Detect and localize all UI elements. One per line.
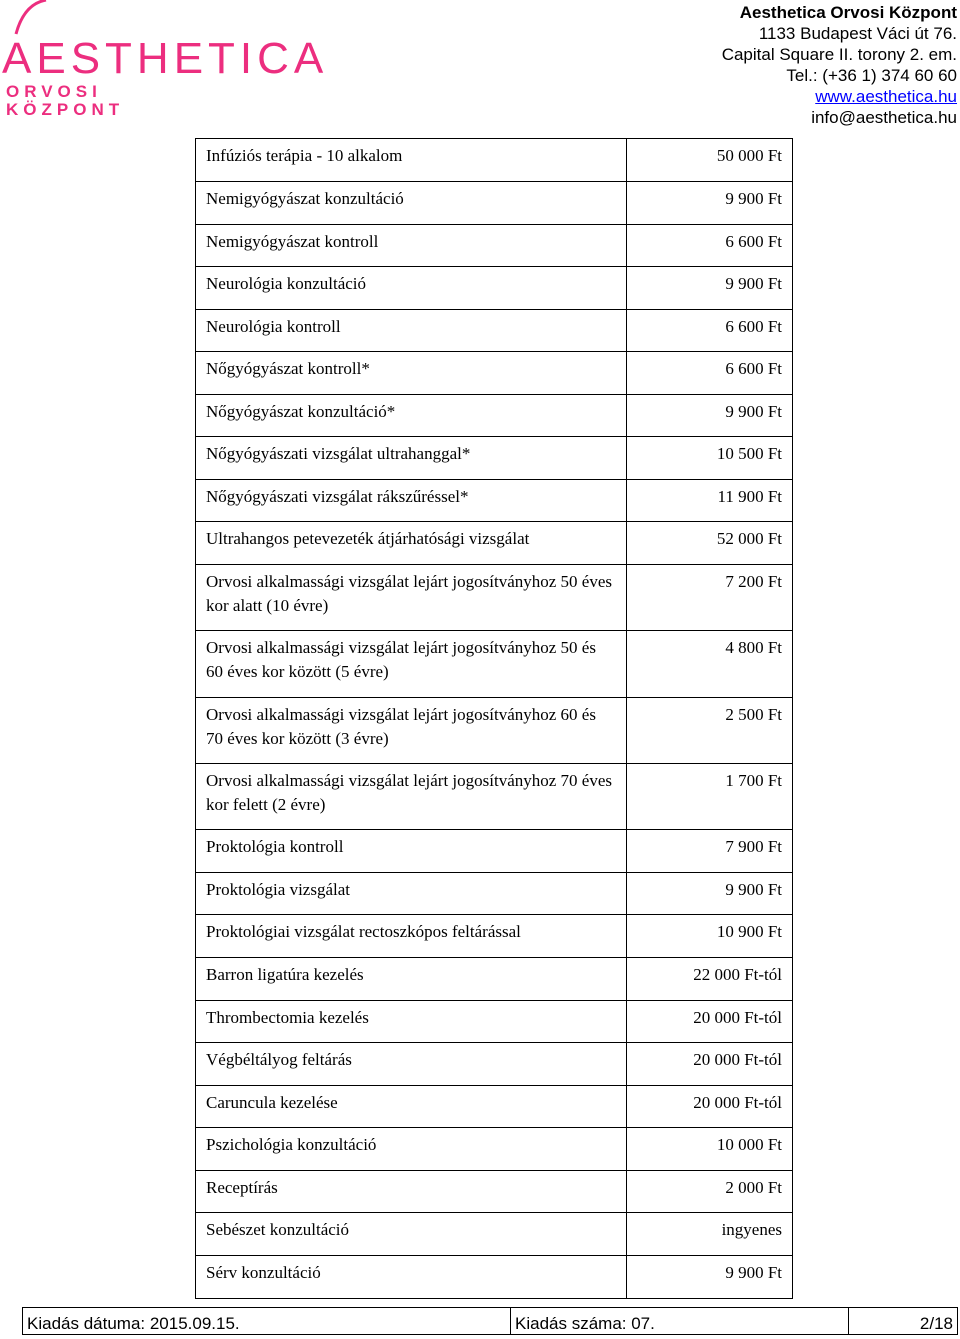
service-price: 20 000 Ft-tól <box>627 1086 793 1128</box>
page-number: 2/18 <box>919 1314 953 1333</box>
service-price: 6 600 Ft <box>627 225 793 267</box>
service-price: 6 600 Ft <box>627 310 793 352</box>
service-name: Nemigyógyászat kontroll <box>196 225 627 267</box>
service-price: 10 900 Ft <box>627 915 793 958</box>
logo-line-orvosi: ORVOSI <box>6 82 102 101</box>
aesthetica-logo <box>2 4 329 122</box>
phone-number: Tel.: (+36 1) 374 60 60 <box>786 66 957 85</box>
table-row <box>196 1128 793 1171</box>
service-price: 20 000 Ft-tól <box>627 1001 793 1043</box>
service-name: Proktológia vizsgálat <box>196 873 627 915</box>
service-name: Pszichológia konzultáció <box>196 1128 627 1171</box>
table-row <box>196 1171 793 1213</box>
service-name: Infúziós terápia - 10 alkalom <box>196 139 627 182</box>
service-name: Neurológia konzultáció <box>196 267 627 310</box>
service-name: Nőgyógyászati vizsgálat ultrahanggal* <box>196 437 627 480</box>
service-price: 9 900 Ft <box>627 182 793 225</box>
table-row <box>196 830 793 873</box>
table-row <box>196 480 793 522</box>
service-price: 50 000 Ft <box>627 139 793 182</box>
service-name: Proktológiai vizsgálat rectoszkópos feltárással <box>196 915 627 958</box>
table-row <box>196 873 793 915</box>
street-address: 1133 Budapest Váci út 76. <box>758 24 957 43</box>
service-price: 4 800 Ft <box>627 631 793 698</box>
service-price: 9 900 Ft <box>627 395 793 437</box>
service-name: Orvosi alkalmassági vizsgálat lejárt jogosítványhoz 60 és 70 éves kor között (3 évre) <box>196 698 627 764</box>
table-row <box>196 915 793 958</box>
table-row <box>196 267 793 310</box>
table-row <box>196 631 793 698</box>
service-name: Nőgyógyászat konzultáció* <box>196 395 627 437</box>
website-link[interactable]: www.aesthetica.hu <box>815 87 957 106</box>
table-row <box>196 1213 793 1256</box>
service-price: 6 600 Ft <box>627 352 793 395</box>
logo-wordmark: AESTHETICA <box>2 34 329 83</box>
service-price: 9 900 Ft <box>627 873 793 915</box>
page-footer <box>22 1307 958 1335</box>
service-name: Nemigyógyászat konzultáció <box>196 182 627 225</box>
table-row <box>196 522 793 565</box>
logo-arc-icon <box>12 0 52 38</box>
service-price: 9 900 Ft <box>627 267 793 310</box>
table-row <box>196 1256 793 1299</box>
email-address: info@aesthetica.hu <box>811 108 957 127</box>
service-name: Végbéltályog feltárás <box>196 1043 627 1086</box>
service-name: Sérv konzultáció <box>196 1256 627 1299</box>
service-name: Nőgyógyászat kontroll* <box>196 352 627 395</box>
price-table <box>195 138 793 1299</box>
table-row <box>196 437 793 480</box>
service-name: Proktológia kontroll <box>196 830 627 873</box>
service-price: 1 700 Ft <box>627 764 793 830</box>
table-row <box>196 182 793 225</box>
service-price: 7 900 Ft <box>627 830 793 873</box>
table-row <box>196 565 793 631</box>
service-name: Barron ligatúra kezelés <box>196 958 627 1001</box>
service-price: ingyenes <box>627 1213 793 1256</box>
table-row <box>196 352 793 395</box>
service-price: 2 500 Ft <box>627 698 793 764</box>
table-row <box>196 698 793 764</box>
service-price: 7 200 Ft <box>627 565 793 631</box>
service-name: Receptírás <box>196 1171 627 1213</box>
service-price: 20 000 Ft-tól <box>627 1043 793 1086</box>
service-name: Orvosi alkalmassági vizsgálat lejárt jogosítványhoz 70 éves kor felett (2 évre) <box>196 764 627 830</box>
service-price: 10 000 Ft <box>627 1128 793 1171</box>
table-row <box>196 764 793 830</box>
issue-number: Kiadás száma: 07. <box>511 1308 849 1334</box>
issue-date: Kiadás dátuma: 2015.09.15. <box>23 1308 511 1334</box>
service-price: 22 000 Ft-tól <box>627 958 793 1001</box>
table-row <box>196 139 793 182</box>
table-row <box>196 1043 793 1086</box>
table-row <box>196 958 793 1001</box>
clinic-name: Aesthetica Orvosi Központ <box>739 3 957 22</box>
service-name: Neurológia kontroll <box>196 310 627 352</box>
service-name: Caruncula kezelése <box>196 1086 627 1128</box>
service-price: 2 000 Ft <box>627 1171 793 1213</box>
service-price: 10 500 Ft <box>627 437 793 480</box>
service-price: 11 900 Ft <box>627 480 793 522</box>
service-name: Ultrahangos petevezeték átjárhatósági vizsgálat <box>196 522 627 565</box>
logo-line-kozpont: KÖZPONT <box>6 100 125 119</box>
table-row <box>196 1086 793 1128</box>
table-row <box>196 1001 793 1043</box>
table-row <box>196 395 793 437</box>
contact-block <box>722 2 957 128</box>
table-row <box>196 225 793 267</box>
service-name: Orvosi alkalmassági vizsgálat lejárt jogosítványhoz 50 éves kor alatt (10 évre) <box>196 565 627 631</box>
service-price: 52 000 Ft <box>627 522 793 565</box>
service-name: Nőgyógyászati vizsgálat rákszűréssel* <box>196 480 627 522</box>
building-address: Capital Square II. torony 2. em. <box>721 45 957 64</box>
service-price: 9 900 Ft <box>627 1256 793 1299</box>
service-name: Thrombectomia kezelés <box>196 1001 627 1043</box>
service-name: Sebészet konzultáció <box>196 1213 627 1256</box>
table-row <box>196 310 793 352</box>
service-name: Orvosi alkalmassági vizsgálat lejárt jogosítványhoz 50 és 60 éves kor között (5 évre) <box>196 631 627 698</box>
